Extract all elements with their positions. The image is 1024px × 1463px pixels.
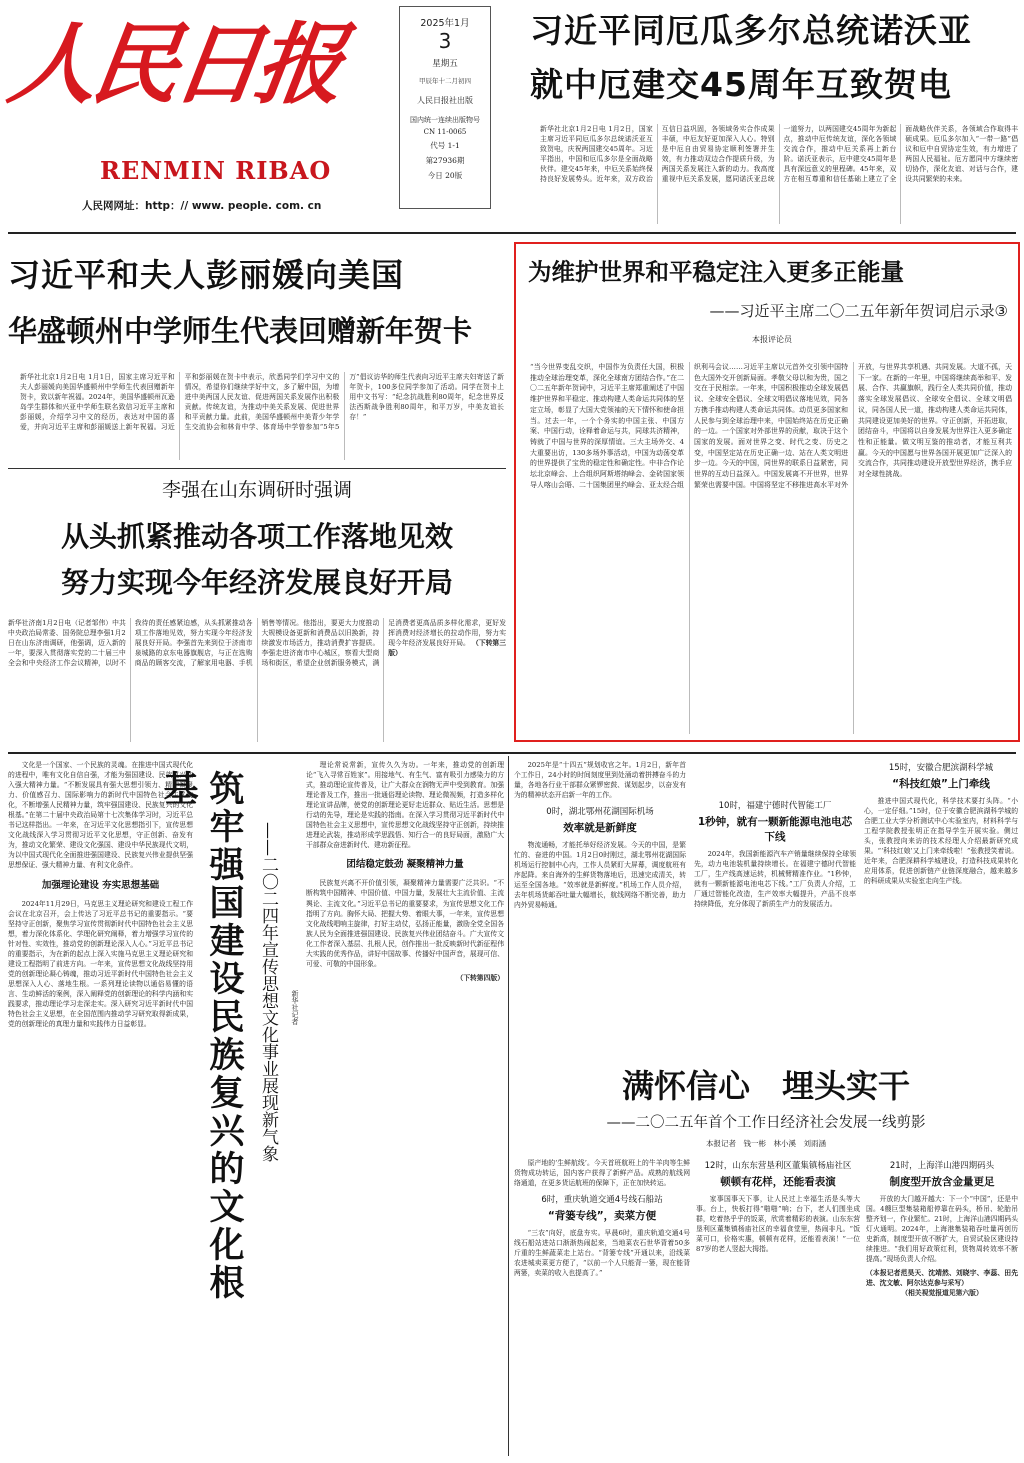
- culture-vertical-title: 筑牢强国建设民族复兴的文化根基: [158, 770, 244, 1302]
- work-intro: 原产地的‘生鲜航线’。今天首班航班上的牛羊肉等生鲜货物成功转运，国内客户获得了新鲜产品。成熟的航线网络通道，在更多货运航班的保障下，正在加快转运。: [514, 1159, 690, 1188]
- work-col3: [866, 1158, 1018, 1456]
- commentary-title: 为维护世界和平稳定注入更多正能量: [528, 258, 904, 286]
- economy-intro: 2025年是“十四五”规划收官之年。1月2日，新年首个工作日，24小时的时间刻度里到处涌动着拼搏奋斗的力量，各地各行业干部群众紧锣密鼓、谋划起步，以奋发有为的精神状态开启新一年的工作。: [514, 761, 686, 800]
- story3-title-line2: 努力实现今年经济发展良好开局: [60, 566, 453, 599]
- divider-top: [8, 232, 1016, 234]
- work-byline: 本报记者 钱一彬 林小溪 刘雨涵: [706, 1139, 826, 1148]
- work-item1-body: “三农”向好，底盘夯实。早晨6时，重庆轨道交通4号线石船站进站口渐渐热闹起来，当地菜农石世华背着50多斤重的生鲜蔬菜走上站台。“背篓专线”开通以来，沿线菜农进城卖菜更方便了，“以前一个人只能背一篓，现在能背两篓，卖菜的收入也提高了。”: [514, 1229, 690, 1278]
- date-issue: 第27936期: [425, 156, 465, 165]
- economy-item2-label: 10时，福建宁德时代智能工厂: [718, 801, 832, 811]
- date-weekday: 星期五: [432, 59, 458, 69]
- work-col1: [514, 1158, 690, 1456]
- masthead-pinyin: RENMIN RIBAO: [100, 156, 332, 185]
- date-cn: CN 11-0065: [423, 128, 467, 136]
- date-box: [399, 6, 491, 209]
- work-item2-label: 12时，山东东营垦利区董集镇杨庙社区: [704, 1161, 852, 1171]
- logo-calligraphy: 人民日报: [2, 12, 346, 116]
- work-item1-title: “背篓专线”，卖菜方便: [547, 1210, 657, 1223]
- economy-item2-body: 2024年，我国新能源汽车产销量继续保持全球领先，动力电池装机量持续增长。在福建宁德时代智能工厂，生产线高速运转，机械臂精准作业。“1秒钟，就有一颗新能源电池电芯下线。”工厂负责人介绍，工厂通过智能化改造，生产效率大幅提升，产品不良率持续降低，充分体现了新质生产力的发展活力。: [694, 850, 856, 909]
- date-publisher: 人民日报社出版: [417, 96, 473, 105]
- economy-item1-label: 0时，湖北鄂州花湖国际机场: [546, 807, 654, 818]
- economy-item2-title: 1秒钟，就有一颗新能源电池电芯下线: [697, 816, 853, 843]
- story3-title-line1: 从头抓紧推动各项工作落地见效: [60, 520, 453, 553]
- culture-sec2-heading: [306, 858, 504, 872]
- economy-item3-title: “科技红娘”上门牵线: [892, 778, 990, 790]
- culture-body1: 文化是一个国家、一个民族的灵魂。在推进中国式现代化的进程中，唯有文化自信自强，才能为强国建设、民族复兴注入强大精神力量。“不断发展具有强大思想引领力、精神凝聚力、价值感召力、国际影响力的新时代中国特色社会主义文化，不断增强人民精神力量，筑牢强国建设、民族复兴的文化根基。”在第二十届中央政治局第十七次集体学习时，习近平总书记这样指出。一年来，在习近平文化思想指引下，宣传思想文化战线深入学习贯彻习近平文化思想，守正创新、奋发有为，推动文化繁荣、建设文化强国、建设中华民族现代文明，为以中国式现代化全面推进强国建设、民族复兴伟业提供坚强思想保证、强大精神力量、有利文化条件。: [8, 761, 193, 870]
- work-subtitle: ——二〇二五年首个工作日经济社会发展一线剪影: [606, 1115, 926, 1131]
- date-issn: 国内统一连续出版物号: [410, 116, 480, 124]
- story3-kicker: 李强在山东调研时强调: [161, 479, 352, 501]
- story3-body: [8, 618, 506, 742]
- story3-text: 新华社济南1月2日电（记者邹伟）中共中央政治局常委、国务院总理李强1月2日在山东济南调研，他强调，迈入新的一年，要深入贯彻落实党的二十届三中全会和中央经济工作会议精神，以时不我待的责任感紧迫感，从头抓紧推动各项工作落地见效，努力实现今年经济发展良好开局。李强首先来到位于济南市泉城路的京东电器旗舰店，与正在选购商品的顾客交流，了解家用电器、手机销售等情况。他指出，要更大力度推动大规模设备更新和消费品以旧换新，持续激发市场活力，推动消费扩容提质。李强走进济南市中心城区，察看大型商场和街区，希望企业创新服务模式，满足消费者更高品质多样化需求，更好发挥消费对经济增长的拉动作用，努力实现今年经济发展良好开局。: [8, 619, 506, 668]
- lead-title-line1: 习近平同厄瓜多尔总统诺沃亚: [530, 11, 972, 50]
- date-pages: 今日 20版: [427, 171, 463, 180]
- culture-body4: 民族复兴离不开价值引领，凝聚精神力量需要广泛共识。“不断构筑中国精神、中国价值、中国力量，发展壮大主流价值、主流舆论、主流文化。”习近平总书记的重要要求，为宣传思想文化工作指明了方向。胸怀大局、把握大势、着眼大事，一年来，宣传思想文化战线唱响主旋律，打好主动仗，弘扬正能量，激励全党全国各族人民为全面推进强国建设、民族复兴伟业团结奋斗。广大宣传文化工作者深入基层、扎根人民，创作推出一批反映新时代新征程伟大实践的优秀作品，讲好中国故事、传播好中国声音，展现可信、可爱、可敬的中国形象。: [306, 879, 504, 968]
- commentary-body: “当今世界变乱交织，中国作为负责任大国，积极推动全球治理变革，深化全球南方团结合作。”在二〇二五年新年贺词中，习近平主席郑重阐述了中国维护世界和平稳定、推动构建人类命运共同体的坚定立场，彰显了大国大党领袖的天下情怀和使命担当。过去一年，一个个务实的中国主张、中国方案、中国行动，诠释着命运与共，同球共济精神，铸就了中国与世界的深厚情谊。三大主场外交、4大重要出访，130多场外事活动，中国为动荡变革的世界提供了宝贵的稳定性和确定性。中非合作论坛北京峰会、上合组织阿斯塔纳峰会、金砖国家领导人喀山会晤、二十国集团里约峰会、亚太经合组织利马会议……习近平主席以元首外交引领中国特色大国外交开创新局面。孝敬父母以和为贵，国之交在于民相亲。一年来，中国积极推动全球发展倡议、全球安全倡议、全球文明倡议落地见效，同各方携手推动构建人类命运共同体。动员更多国家和人民参与到全球治理中来，中国始终站在历史正确的一边。一个国家对外部世界的贡献，取决于这个国家的发展。面对世界之变、时代之变、历史之变，中国坚定站在历史正确一边、站在人类文明进步一边。今天的中国，同世界的联系日益紧密，同世界的互动日益深入。中国发展离不开世界，世界繁荣也需要中国。中国将坚定不移推进高水平对外开放，与世界共享机遇、共同发展。大道不孤，天下一家。在新的一年里，中国将继续高举和平、发展、合作、共赢旗帜，践行全人类共同价值，推动落实全球发展倡议、全球安全倡议、全球文明倡议，同各国人民一道，推动构建人类命运共同体，共同建设更加美好的世界。守正创新，开拓进取，团结奋斗，中国将以自身发展为世界注入更多确定性和正能量。做文明互鉴的推动者，才能互利共赢。今天的中国愿与世界各国开展更加广泛深入的交流合作，共同推动建设开放型世界经济，携手应对全球性挑战。: [530, 363, 1012, 489]
- culture-sec1: 加强理论建设 夯实思想基础: [41, 879, 160, 891]
- economy-col2: [694, 760, 856, 1060]
- work-editors: （本报记者范昊天、沈靖然、刘晓宇、李蕊、田先进、沈文敏、阿尔达克参与采写）: [866, 1269, 1018, 1288]
- economy-col3: [864, 760, 1018, 1060]
- work-item3-body: 开放的大门越开越大：下一个“中国”，还是中国。4艘巨型集装箱船停靠在码头，桥吊、轮胎吊整齐划一，作业繁忙。21时，上海洋山港四期码头灯火通明。2024年，上海港集装箱吞吐量再创历史新高，制度型开放不断扩大，自贸试验区建设持续推进。“我们用好政策红利，货物周转效率不断提高。”现场负责人介绍。: [866, 1195, 1018, 1264]
- website-line: 人民网网址：http：// www. people. com. cn: [82, 200, 322, 212]
- masthead-logo: [2, 0, 385, 150]
- culture-vertical-subtitle: ——二〇二四年宣传思想文化事业展现新气象: [258, 822, 278, 1162]
- work-item3-title: 制度型开放含金量更足: [889, 1176, 995, 1188]
- date-code: 代号 1-1: [430, 141, 460, 150]
- work-item3-label: 21时，上海洋山港四期码头: [889, 1161, 995, 1171]
- culture-continued: （下转第四版）: [456, 973, 504, 982]
- lead-body: 新华社北京1月2日电 1月2日，国家主席习近平同厄瓜多尔总统诺沃亚互致贺电，庆祝两国建交45周年。习近平指出，中国和厄瓜多尔是全面战略伙伴。建交45年来，中厄关系始终保持良好发展势头。近年来，双方政治互信日益巩固，各领域务实合作成果丰硕，中厄友好更加深入人心。特别是中厄自由贸易协定顺利签署并生效，有力推动双边合作提质升级，为两国关系发展注入新的动力。我高度重视中厄关系发展，愿同诺沃亚总统一道努力，以两国建交45周年为新起点，推动中厄传统友谊，深化各领域交流合作，推动中厄关系再上新台阶。诺沃亚表示，厄中建交45周年是具有深远意义的里程碑。45年来，双方在相互尊重和信任基础上建立了全面战略伙伴关系，各领域合作取得丰硕成果。厄瓜多尔加入“一带一路”倡议和厄中自贸协定生效，有力增进了两国人民福祉。厄方愿同中方继续密切协作，深化友谊、对话与合作，建设共同繁荣的未来。: [540, 125, 1018, 184]
- work-col2: [696, 1158, 860, 1456]
- economy-item1-body: 物流通畅，才能托举好经济发展。今天的中国，是繁忙的、奋进的中国。1月2日0时刚过，湖北鄂州花湖国际机场运行控制中心内，工作人员紧盯大屏幕，调度航班有序起降。来自海外的生鲜货物落地后，迅速完成清关，转运至全国各地。“效率就是新鲜度。”机场工作人员介绍，去年机场货邮吞吐量大幅增长，航线网络不断完善，助力内外贸易畅通。: [514, 841, 686, 910]
- economy-item3-body: 推进中国式现代化，科学技术要打头阵。“小心，一定仔细。”15时，位于安徽合肥滨湖科学城的合肥工业大学分析测试中心实验室内，材料科学与工程学院教授张明正在指导学生开展实验。侧过头，张教授向来访的技术经理人介绍最新研究成果。“‘科技红娘’又上门来牵线啦！”张教授笑着说。近年来，合肥深耕科学城建设，打造科技成果转化应用体系，促进创新链产业链深度融合，越来越多的科研成果从实验室走向生产线。: [864, 797, 1019, 886]
- work-item2-body: 家事国事天下事，让人民过上幸福生活是头等大事。台上，快板打得“啪啪”响；台下，老人们围坐成群，吃着热乎乎的饭菜，欣赏着精彩的表演。山东东营垦利区董集镇杨庙社区的幸福食堂里，热闹非凡。“饭菜可口，价格实惠，顿顿有花样，还能看表演！”一位87岁的老人竖起大拇指。: [696, 1195, 860, 1254]
- work-item1-label: 6时，重庆轨道交通4号线石船站: [541, 1195, 663, 1206]
- culture-reporter: 新华社记者: [291, 990, 299, 1025]
- economy-col1: [514, 760, 686, 1060]
- story2-body: 新华社北京1月2日电 1月1日，国家主席习近平和夫人彭丽媛向美国华盛顿州中学师生代表回赠新年贺卡，致以新年祝福。2024年，美国华盛顿州瓦逊岛学生群体和兴亚中学师生联名致信习近平主席和彭丽媛，介绍学习中文的经历，表达对中国的喜爱，并向习近平主席和彭丽媛送上新年祝福。习近平和彭丽媛在贺卡中表示，欣悉同学们学习中文的情况，希望你们继续学好中文，多了解中国，为增进中美两国人民友谊、促进两国关系发展作出积极贡献。传统友谊，为推动中美关系发展、促进世界和平贡献力量。此前，美国华盛顿州中美青少年学生交流协会和林肯中学、体育场中学曾参加“5年5万”倡议访华的师生代表向习近平主席夫妇寄送了新年贺卡，100多位同学参加了活动。同学在贺卡上用中文书写：“纪念抗战胜利80周年，纪念世界反法西斯战争胜利80周年，和平万岁，中美友谊长存！”: [20, 373, 504, 432]
- date-year-month: 2025年1月: [420, 18, 470, 29]
- culture-col1: [8, 760, 193, 1456]
- date-day: 3: [438, 29, 452, 53]
- story2-title-line1: 习近平和夫人彭丽媛向美国: [8, 256, 405, 294]
- lead-title-line2: 就中厄建交45周年互致贺电: [530, 65, 952, 104]
- commentary-byline: 本报评论员: [752, 335, 792, 344]
- date-lunar: 甲辰年十二月初四: [419, 77, 471, 85]
- divider-mid: [8, 752, 1016, 754]
- commentary-subtitle: ——习近平主席二〇二五年新年贺词启示录③: [709, 302, 1008, 320]
- culture-body2: 2024年11月29日，马克思主义理论研究和建设工程工作会议在北京召开，会上传达了习近平总书记的重要指示。“要坚持守正创新，聚焦学习宣传贯彻新时代中国特色社会主义思想，着力深化体系化、学理化研究阐释，着力增强学习宣传的针对性、实效性，推动党的创新理论深入人心。”习近平总书记的重要指示，为在新的起点上深入实施马克思主义理论研究和建设工程指明了前进方向。一年来，宣传思想文化战线坚持用党的创新理论凝心铸魂，推动习近平新时代中国特色社会主义思想深入人心、落地生根。一系列理论读物以通俗易懂的语言、生动鲜活的案例，深入阐释党的创新理论的科学内涵和实践要求，推动理论学习走深走实。深入研究习近平新时代中国特色社会主义思想，在全国范围内推动学习研究取得新成果，党的创新理论的真理力量和实践伟力日益彰显。: [8, 899, 193, 1029]
- economy-item1-title: 效率就是新鲜度: [563, 822, 637, 835]
- culture-col3: [306, 760, 504, 1456]
- story3-continued: （下转第三版）: [388, 639, 507, 658]
- economy-item3-label: 15时，安徽合肥滨湖科学城: [888, 763, 994, 773]
- story2-title-line2: 华盛顿州中学师生代表回赠新年贺卡: [8, 314, 473, 348]
- culture-body3: 理论常说常新，宣传久久为功。一年来，推动党的创新理论“飞入寻常百姓家”。用接地气、有生气、富有吸引力感染力的方式，推动理论宣传普及，让广大群众在润物无声中受到教育。加强理论普及工作，推出一批通俗理论读物、理论微视频，打造多样化理论宣讲品牌，使党的创新理论更好走近群众、贴近生活。思想是行动的先导，理论是实践的指南。在深入学习贯彻习近平新时代中国特色社会主义思想中，宣传思想文化战线坚持守正创新，持续推进理论武装，推动形成学思践悟、知行合一的良好局面，激励广大干部群众奋进新时代、建功新征程。: [306, 761, 504, 850]
- work-item2-title: 顿顿有花样，还能看表演: [720, 1176, 836, 1188]
- work-title: 满怀信心 埋头实干: [621, 1067, 910, 1105]
- culture-sec2: 团结稳定鼓劲 凝聚精神力量: [346, 859, 464, 871]
- divider-vertical: [508, 756, 509, 1456]
- work-continued: （相关视觉报道见第六版）: [901, 1289, 983, 1298]
- divider-story2: [8, 468, 506, 469]
- culture-sec1-heading: [8, 879, 193, 893]
